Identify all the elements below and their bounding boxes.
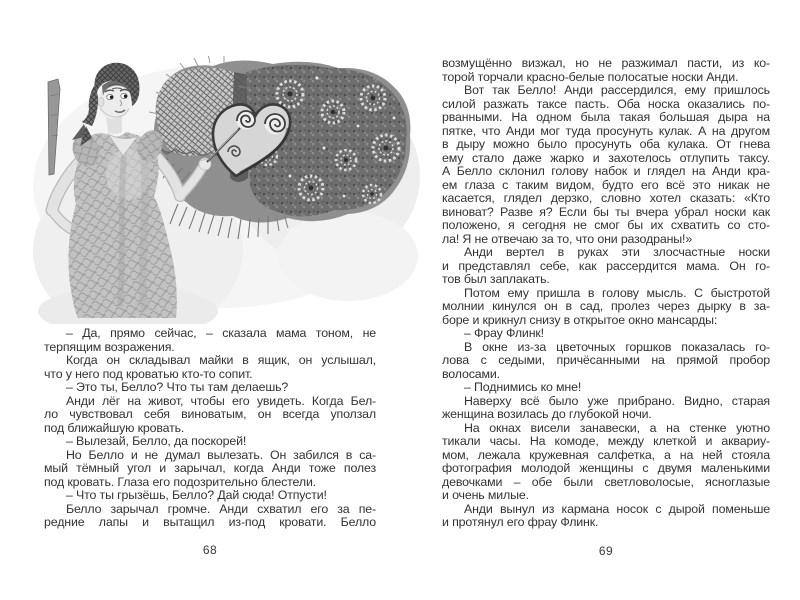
text-line: волосами. [442, 366, 500, 381]
illustration [28, 56, 420, 324]
right-page-number: 69 [598, 544, 614, 558]
left-page-number: 68 [202, 543, 218, 557]
text-line: Но Белло и не думал вылезать. Он забился в са- [66, 447, 376, 462]
text-line: ем глаза с таким видом, будто его всё это никак не [442, 177, 770, 192]
left-page-text [44, 327, 376, 530]
text-line: ло чувствовал себя виноватым, он всегда уползал [44, 407, 376, 421]
text-line: и протянул его фрау Флинк. [442, 515, 599, 529]
text-line: девочками – обе были светловолосые, ясноглазые [442, 474, 770, 489]
text-line: А Белло склонил голову набок и глядел на Анди кра- [442, 164, 770, 178]
text-line: В окне из-за цветочных горшков показалась го- [464, 339, 770, 354]
text-line: тов был заплакать. [442, 272, 550, 286]
text-line: Вот так Белло! Анди рассердился, ему пришлось [464, 83, 770, 97]
text-line: мом, лежала кружевная салфетка, а на ней стояла [442, 447, 770, 462]
text-line: положено, я сегодня не смог бы их схватить со сто- [442, 218, 770, 232]
text-line: в дыру можно было просунуть оба кулака. От гнева [442, 137, 770, 151]
text-line: боре и крикнул снизу в открытое окно мансарды: [442, 312, 718, 327]
text-line: – Да, прямо сейчас, – сказала мама тоном, не [66, 326, 376, 340]
text-line: лова с седыми, причёсанными на прямой пробор [442, 353, 770, 367]
text-line: Анди лёг на живот, чтобы его увидеть. Когда Бел- [66, 393, 376, 408]
text-line: и очень милые. [442, 488, 529, 502]
text-line: Наверху всё было уже прибрано. Видно, старая [464, 393, 770, 408]
text-line: Анди вертел в руках эти злосчастные носки [464, 245, 770, 259]
text-line: силой разжать таксе пасть. Оба носка оказались по- [442, 96, 770, 111]
text-line: редние лапы и вытащил из-под кровати. Белло [44, 515, 376, 529]
text-line: Анди вынул из кармана носок с дырой поменьше [464, 501, 770, 516]
text-line: – Поднимись ко мне! [464, 380, 582, 394]
text-line: женщина возилась до глубокой ночи. [442, 407, 652, 421]
text-line: торой торчали красно-белые полосатые носки Анди. [442, 69, 739, 84]
text-line: – Вылезай, Белло, да поскорей! [66, 434, 247, 448]
text-line: – Что ты грызёшь, Белло? Дай сюда! Отпусти! [66, 488, 327, 502]
text-line: фотография молодой женщины с двумя маленькими [442, 461, 770, 475]
text-line: под ближайшую кровать. [44, 420, 185, 435]
text-line: мый тёмный угол и зарычал, когда Анди тоже полез [44, 461, 376, 475]
text-line: молнии кинулся он в сад, пролез через дырку в за- [442, 299, 770, 313]
text-line: На окнах висели занавески, а на стенке уютно [464, 420, 770, 435]
text-line: пятке, что Анди мог туда просунуть кулак. А на другом [442, 123, 770, 138]
illustration-drawing [28, 56, 420, 324]
text-line: Белло зарычал громче. Анди схватил его за пе- [66, 501, 376, 516]
text-line: тикали часы. На комоде, между клеткой и аквариу- [442, 434, 770, 448]
text-line: касается, глядел дерзко, словно хотел сказать: «Кто [442, 191, 770, 205]
text-line: Когда он складывал майки в ящик, он услышал, [66, 353, 376, 367]
text-line: рванными. На одном была такая большая дыра на [442, 110, 770, 124]
text-line: и представлял себе, как рассердится мама. Он го- [442, 258, 770, 273]
text-line: терпящим возражения. [44, 339, 175, 354]
text-line: возмущённо визжал, но не разжимал пасти, из ко- [442, 56, 770, 70]
text-line: ла! Я не отвечаю за то, что они разодраны!» [442, 231, 693, 246]
right-page-text [442, 57, 770, 530]
text-line: под кровать. Глаза его подозрительно блестели. [44, 474, 317, 489]
text-line: – Фрау Флинк! [464, 326, 544, 340]
text-line: виноват? Разве я? Если бы ты вчера убрал носки как [442, 204, 770, 219]
text-line: ему стало даже жарко и захотелось отлупить таксу. [442, 150, 770, 165]
text-line: Потом ему пришла в голову мысль. С быстротой [464, 285, 770, 300]
text-line: – Это ты, Белло? Что ты там делаешь? [66, 380, 289, 394]
text-line: что у него под кроватью кто-то сопит. [44, 366, 253, 381]
